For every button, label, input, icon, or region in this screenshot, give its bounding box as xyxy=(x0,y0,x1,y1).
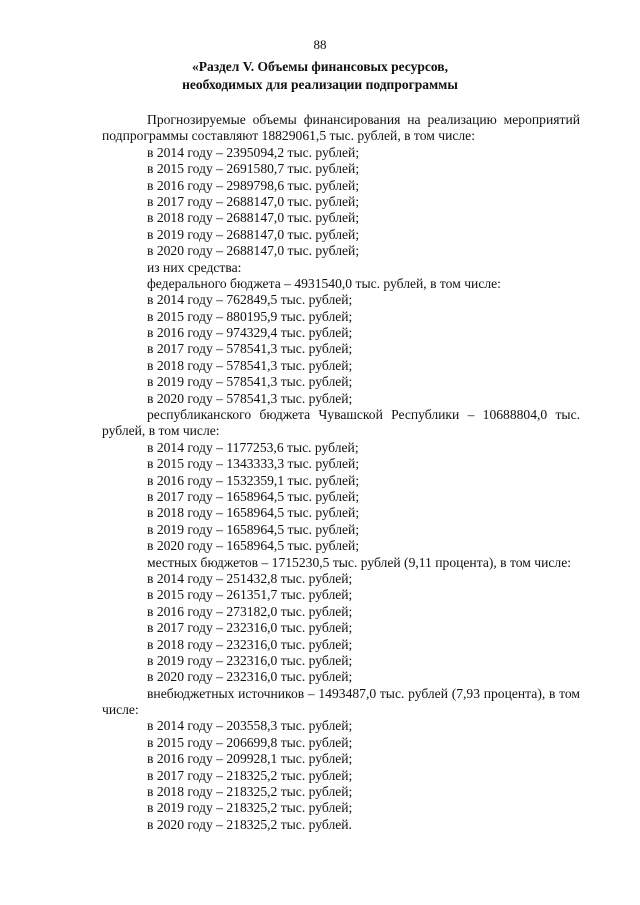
total-year-2018: в 2018 году – 2688147,0 тыс. рублей; xyxy=(147,210,360,226)
extrabudget-year-2020: в 2020 году – 218325,2 тыс. рублей. xyxy=(147,816,352,832)
extrabudget-year-2015: в 2015 году – 206699,8 тыс. рублей; xyxy=(147,734,353,750)
federal-header: федерального бюджета – 4931540,0 тыс. рублей, в том числе: xyxy=(147,275,501,291)
republic-year-2014: в 2014 году – 1177253,6 тыс. рублей; xyxy=(147,439,359,455)
total-year-2015: в 2015 году – 2691580,7 тыс. рублей; xyxy=(147,161,360,177)
republic-year-2020: в 2020 году – 1658964,5 тыс. рублей; xyxy=(147,538,360,554)
republic-header-line-2: рублей, в том числе: xyxy=(102,423,220,439)
extrabudget-year-2016: в 2016 году – 209928,1 тыс. рублей; xyxy=(147,751,353,767)
intro-line-2: подпрограммы составляют 18829061,5 тыс. рублей, в том числе: xyxy=(102,128,475,144)
total-year-2020: в 2020 году – 2688147,0 тыс. рублей; xyxy=(147,243,360,259)
extrabudget-header-line-1: внебюджетных источников – 1493487,0 тыс. рублей (7,93 процента), в том xyxy=(147,685,580,701)
republic-year-2017: в 2017 году – 1658964,5 тыс. рублей; xyxy=(147,488,360,504)
local-year-2019: в 2019 году – 232316,0 тыс. рублей; xyxy=(147,652,353,668)
federal-year-2014: в 2014 году – 762849,5 тыс. рублей; xyxy=(147,292,353,308)
local-year-2014: в 2014 году – 251432,8 тыс. рублей; xyxy=(147,570,353,586)
federal-year-2017: в 2017 году – 578541,3 тыс. рублей; xyxy=(147,341,353,357)
total-year-2014: в 2014 году – 2395094,2 тыс. рублей; xyxy=(147,144,360,160)
republic-year-2016: в 2016 году – 1532359,1 тыс. рублей; xyxy=(147,472,360,488)
local-year-2015: в 2015 году – 261351,7 тыс. рублей; xyxy=(147,587,353,603)
local-year-2020: в 2020 году – 232316,0 тыс. рублей; xyxy=(147,669,353,685)
local-year-2017: в 2017 году – 232316,0 тыс. рублей; xyxy=(147,620,353,636)
extrabudget-year-2017: в 2017 году – 218325,2 тыс. рублей; xyxy=(147,767,353,783)
section-heading-line-2: необходимых для реализации подпрограммы xyxy=(182,77,458,92)
local-year-2016: в 2016 году – 273182,0 тыс. рублей; xyxy=(147,603,353,619)
federal-year-2019: в 2019 году – 578541,3 тыс. рублей; xyxy=(147,374,353,390)
local-header: местных бюджетов – 1715230,5 тыс. рублей (9,11 процента), в том числе: xyxy=(147,554,572,570)
of-them-label: из них средства: xyxy=(147,259,242,275)
extrabudget-header-line-2: числе: xyxy=(102,702,139,718)
federal-year-2016: в 2016 году – 974329,4 тыс. рублей; xyxy=(147,325,353,341)
section-heading-line-1: «Раздел V. Объемы финансовых ресурсов, xyxy=(192,59,448,74)
extrabudget-year-2018: в 2018 году – 218325,2 тыс. рублей; xyxy=(147,784,353,800)
total-year-2017: в 2017 году – 2688147,0 тыс. рублей; xyxy=(147,193,360,209)
federal-year-2020: в 2020 году – 578541,3 тыс. рублей; xyxy=(147,390,353,406)
extrabudget-year-2014: в 2014 году – 203558,3 тыс. рублей; xyxy=(147,718,353,734)
total-year-2019: в 2019 году – 2688147,0 тыс. рублей; xyxy=(147,226,360,242)
page-number: 88 xyxy=(313,37,327,52)
federal-year-2018: в 2018 году – 578541,3 тыс. рублей; xyxy=(147,357,353,373)
document-body xyxy=(102,112,580,833)
local-year-2018: в 2018 году – 232316,0 тыс. рублей; xyxy=(147,636,353,652)
republic-header-line-1: республиканского бюджета Чувашской Республики – 10688804,0 тыс. xyxy=(147,407,580,423)
republic-year-2015: в 2015 году – 1343333,3 тыс. рублей; xyxy=(147,456,360,472)
intro-line-1: Прогнозируемые объемы финансирования на реализацию мероприятий xyxy=(147,112,580,127)
extrabudget-year-2019: в 2019 году – 218325,2 тыс. рублей; xyxy=(147,800,353,816)
republic-year-2019: в 2019 году – 1658964,5 тыс. рублей; xyxy=(147,521,360,537)
republic-year-2018: в 2018 году – 1658964,5 тыс. рублей; xyxy=(147,505,360,521)
federal-year-2015: в 2015 году – 880195,9 тыс. рублей; xyxy=(147,308,353,324)
total-year-2016: в 2016 году – 2989798,6 тыс. рублей; xyxy=(147,177,360,193)
section-heading xyxy=(0,58,640,94)
